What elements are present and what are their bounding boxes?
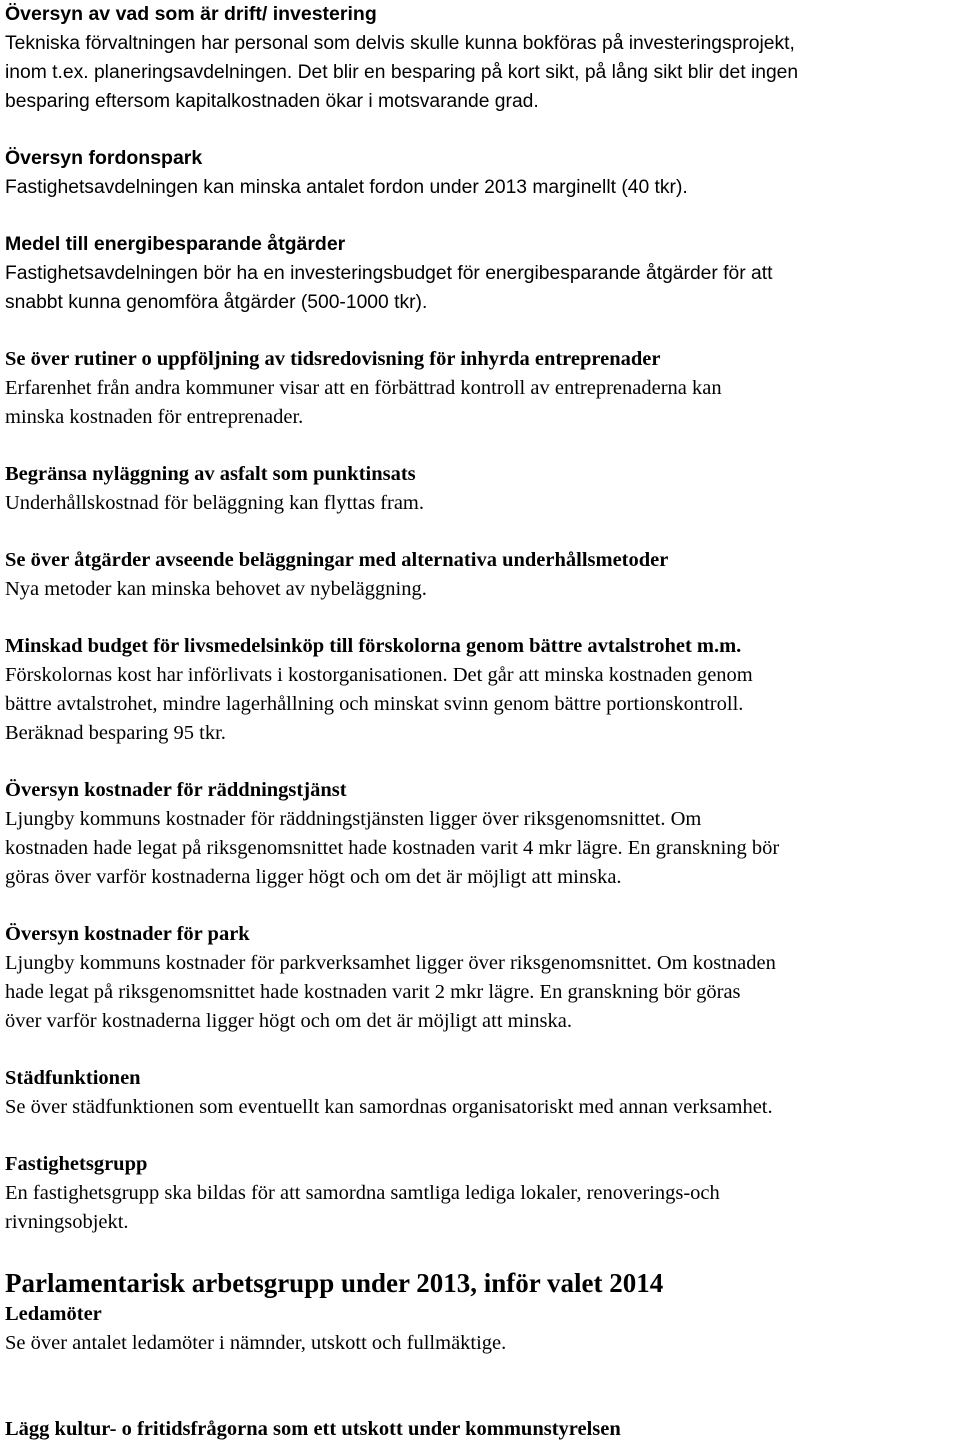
section-park bbox=[5, 920, 957, 1036]
section-heading: Översyn kostnader för park bbox=[5, 923, 250, 945]
body-line: göras över varför kostnaderna ligger högt och om det är möjligt att minska. bbox=[5, 866, 622, 888]
section-parlamentarisk bbox=[5, 1267, 957, 1358]
section-body bbox=[5, 949, 957, 1036]
body-line: Ljungby kommuns kostnader för räddningstjänsten ligger över riksgenomsnittet. Om bbox=[5, 808, 702, 830]
body-line: Underhållskostnad för beläggning kan flyttas fram. bbox=[5, 492, 424, 514]
body-line: besparing eftersom kapitalkostnaden ökar i motsvarande grad. bbox=[5, 91, 539, 112]
section-body bbox=[5, 259, 957, 317]
body-line: minska kostnaden för entreprenader. bbox=[5, 406, 304, 428]
body-line: hade legat på riksgenomsnittet hade kostnaden varit 2 mkr lägre. En granskning bör göras bbox=[5, 981, 741, 1003]
section-heading: Fastighetsgrupp bbox=[5, 1153, 148, 1175]
section-heading: Minskad budget för livsmedelsinköp till förskolorna genom bättre avtalstrohet m.m. bbox=[5, 635, 742, 657]
body-line: över varför kostnaderna ligger högt och om det är möjligt att minska. bbox=[5, 1010, 573, 1032]
section-livsmedelsinkop bbox=[5, 632, 957, 748]
section-heading: Medel till energibesparande åtgärder bbox=[5, 233, 346, 255]
section-fordonspark bbox=[5, 144, 957, 202]
chapter-heading: Parlamentarisk arbetsgrupp under 2013, inför valet 2014 bbox=[5, 1268, 664, 1298]
body-line: snabbt kunna genomföra åtgärder (500-1000 tkr). bbox=[5, 292, 428, 313]
section-heading: Se över rutiner o uppföljning av tidsredovisning för inhyrda entreprenader bbox=[5, 348, 661, 370]
section-heading: Begränsa nyläggning av asfalt som punktinsats bbox=[5, 463, 416, 485]
body-line: Erfarenhet från andra kommuner visar att en förbättrad kontroll av entreprenaderna kan bbox=[5, 377, 722, 399]
section-heading: Ledamöter bbox=[5, 1303, 102, 1325]
section-body bbox=[5, 661, 957, 748]
body-line: Se över antalet ledamöter i nämnder, utskott och fullmäktige. bbox=[5, 1332, 507, 1354]
body-line: bättre avtalstrohet, mindre lagerhållning och minskat svinn genom bättre portionskontroll. bbox=[5, 693, 744, 715]
body-line: Ljungby kommuns kostnader för parkverksamhet ligger över riksgenomsnittet. Om kostnaden bbox=[5, 952, 776, 974]
section-stadfunktionen bbox=[5, 1064, 957, 1122]
section-body bbox=[5, 575, 957, 604]
section-energibesparande bbox=[5, 230, 957, 317]
section-heading: Se över åtgärder avseende beläggningar med alternativa underhållsmetoder bbox=[5, 549, 669, 571]
section-body bbox=[5, 173, 957, 202]
document-page bbox=[5, 0, 957, 1444]
section-body bbox=[5, 374, 957, 432]
section-drift-investering bbox=[5, 0, 957, 116]
body-line: Tekniska förvaltningen har personal som delvis skulle kunna bokföras på investeringsprojekt, bbox=[5, 33, 795, 54]
body-line: rivningsobjekt. bbox=[5, 1211, 129, 1233]
body-line: Se över städfunktionen som eventuellt kan samordnas organisatoriskt med annan verksamhet. bbox=[5, 1096, 773, 1118]
section-body bbox=[5, 1093, 957, 1122]
section-heading: Översyn fordonspark bbox=[5, 147, 203, 169]
body-line: Beräknad besparing 95 tkr. bbox=[5, 722, 226, 744]
section-body bbox=[5, 29, 957, 116]
body-line: inom t.ex. planeringsavdelningen. Det blir en besparing på kort sikt, på lång sikt blir det ingen bbox=[5, 62, 799, 83]
body-line: Nya metoder kan minska behovet av nybeläggning. bbox=[5, 578, 427, 600]
section-heading: Översyn kostnader för räddningstjänst bbox=[5, 779, 347, 801]
section-body bbox=[5, 1329, 957, 1358]
section-heading: Översyn av vad som är drift/ investering bbox=[5, 3, 377, 25]
section-kultur-fritid bbox=[5, 1415, 957, 1444]
section-body bbox=[5, 489, 957, 518]
section-raddningstjanst bbox=[5, 776, 957, 892]
body-line: En fastighetsgrupp ska bildas för att samordna samtliga lediga lokaler, renoverings-och bbox=[5, 1182, 720, 1204]
section-body bbox=[5, 805, 957, 892]
section-heading: Lägg kultur- o fritidsfrågorna som ett utskott under kommunstyrelsen bbox=[5, 1418, 621, 1440]
section-heading: Städfunktionen bbox=[5, 1067, 141, 1089]
body-line: Fastighetsavdelningen bör ha en investeringsbudget för energibesparande åtgärder för att bbox=[5, 263, 773, 284]
section-asfalt bbox=[5, 460, 957, 518]
body-line: Förskolornas kost har införlivats i kostorganisationen. Det går att minska kostnaden genom bbox=[5, 664, 753, 686]
section-fastighetsgrupp bbox=[5, 1150, 957, 1237]
body-line: Fastighetsavdelningen kan minska antalet fordon under 2013 marginellt (40 tkr). bbox=[5, 177, 688, 198]
section-body bbox=[5, 1179, 957, 1237]
body-line: kostnaden hade legat på riksgenomsnittet hade kostnaden varit 4 mkr lägre. En granskning bör bbox=[5, 837, 780, 859]
section-tidsredovisning bbox=[5, 345, 957, 432]
section-belaggningar bbox=[5, 546, 957, 604]
